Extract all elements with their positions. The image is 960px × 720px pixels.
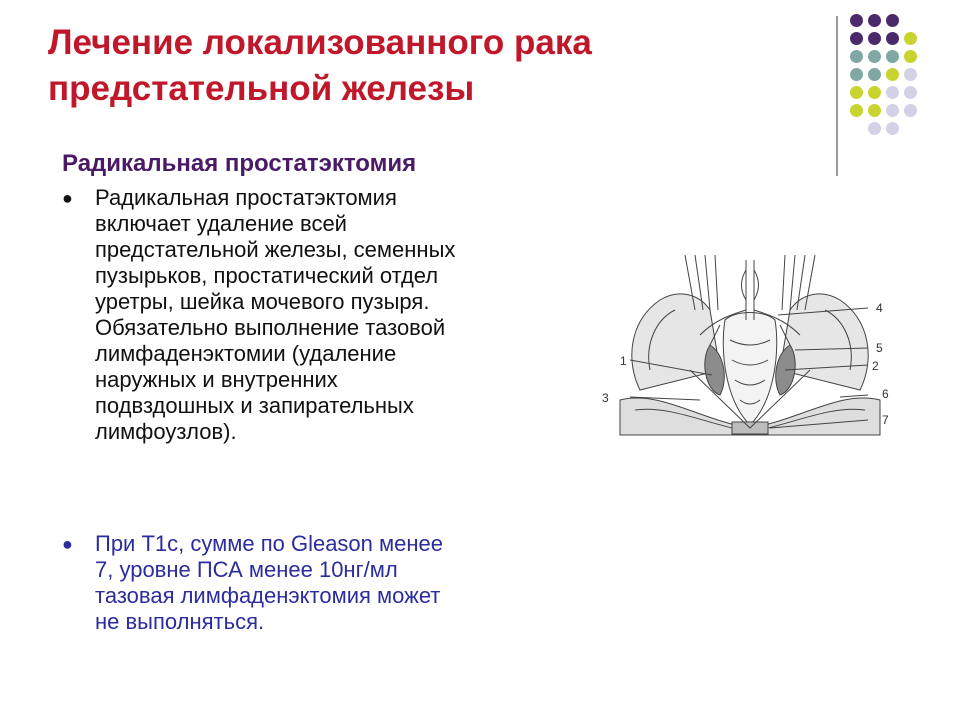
decorative-dot-grid: [850, 14, 946, 158]
figure-label-3: 3: [602, 391, 609, 405]
bullet-text: Радикальная простатэктомия включает удаление всей предстательной железы, семенных пузырьков, простатический отдел уретры, шейка мочевого пузыря. Обязательно выполнение тазовой лимфаденэктомии (удаление наружных и внутренних подвздошных и запирательных лимфоузлов).: [95, 185, 456, 444]
decorative-dot: [850, 104, 863, 117]
decorative-dot: [904, 32, 917, 45]
pelvis-anatomy-drawing: [600, 250, 900, 440]
bullet-text: При T1c, сумме по Gleason менее 7, уровне ПСА менее 10нг/мл тазовая лимфаденэктомия может не выполняться.: [95, 531, 443, 634]
bullet-item-1: [62, 185, 462, 445]
slide-title-line-2: предстательной железы: [48, 69, 475, 108]
decorative-dot: [886, 32, 899, 45]
decorative-dot: [886, 86, 899, 99]
bullet-item-2: [62, 531, 462, 635]
decorative-dot: [868, 32, 881, 45]
slide-title: [48, 20, 808, 112]
decorative-dot: [868, 86, 881, 99]
figure-label-5: 5: [876, 341, 883, 355]
bullet-icon: ●: [62, 188, 73, 208]
figure-label-1: 1: [620, 354, 627, 368]
bullet-icon: ●: [62, 534, 73, 554]
decorative-dot: [868, 14, 881, 27]
anatomy-illustration: [600, 250, 900, 440]
decorative-dot: [850, 86, 863, 99]
decorative-dot: [886, 68, 899, 81]
figure-label-4: 4: [876, 301, 883, 315]
decorative-dot: [904, 50, 917, 63]
decorative-dot: [886, 14, 899, 27]
decorative-dot: [850, 50, 863, 63]
decorative-dot: [886, 122, 899, 135]
decorative-dot: [904, 68, 917, 81]
decorative-dot: [868, 50, 881, 63]
figure-label-2: 2: [872, 359, 879, 373]
section-subtitle: Радикальная простатэктомия: [62, 150, 417, 177]
decorative-dot: [850, 32, 863, 45]
decorative-dot: [868, 68, 881, 81]
decorative-dot: [850, 14, 863, 27]
slide-title-line-1: Лечение локализованного рака: [48, 23, 592, 62]
decorative-divider: [836, 16, 838, 176]
figure-label-7: 7: [882, 413, 889, 427]
decorative-dot: [886, 104, 899, 117]
figure-label-6: 6: [882, 387, 889, 401]
decorative-dot: [868, 104, 881, 117]
decorative-dot: [850, 68, 863, 81]
decorative-dot: [868, 122, 881, 135]
decorative-dot: [886, 50, 899, 63]
decorative-dot: [904, 104, 917, 117]
decorative-dot: [904, 86, 917, 99]
